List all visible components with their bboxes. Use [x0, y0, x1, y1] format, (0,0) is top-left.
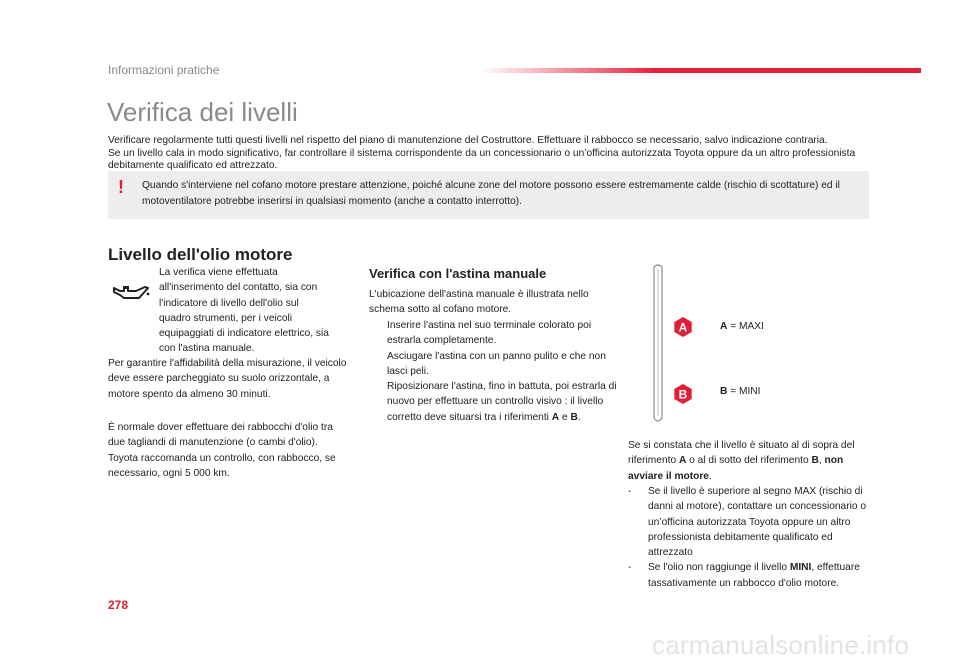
item-text: Se il livello è superiore al segno MAX (rischio di danni al motore), contattare un concessionario o un’officina autorizzata Toyota oppure un altro professionista debitamente qualificato ed attrezzato: [648, 486, 867, 559]
badge-a-icon: [673, 317, 693, 337]
badge-b-icon: [673, 384, 693, 404]
oil-level-heading: Livello dell'olio motore: [108, 245, 293, 264]
warning-text: Quando s'interviene nel cofano motore prestare attenzione, poiché alcune zone del motore possono essere estremamente calde (rischio di scottature) ed il motoventilatore potrebbe inserirsi in qualsiasi momento (anche a contatto interrotto).: [142, 180, 840, 207]
level-warning-text: Se si constata che il livello è situato al di sopra del riferimento A o al di sotto del riferimento B, non avviare il motore.: [628, 440, 855, 482]
oil-text-reliability: Per garantire l'affidabilità della misurazione, il veicolo deve essere parcheggiato su suolo orizzontale, a motore spento da almeno 30 minuti.: [108, 358, 347, 400]
section-header: Informazioni pratiche: [108, 63, 220, 77]
list-dash: -: [628, 486, 632, 497]
list-item: [628, 560, 868, 591]
level-actions-list: [628, 484, 868, 591]
watermark: carmanualsonline.info: [652, 630, 910, 660]
dipstick-shape: [645, 263, 671, 425]
step-text: Asciugare l'astina con un panno pulito e che non lasci peli.: [387, 350, 606, 377]
badge-a-letter: A: [678, 320, 688, 335]
list-item: [628, 484, 868, 560]
page-title: Verifica dei livelli: [107, 97, 298, 127]
list-item: [369, 379, 617, 425]
dipstick-heading: Verifica con l'astina manuale: [369, 266, 547, 281]
header-rule: [480, 68, 921, 73]
label-maxi: A = MAXI: [720, 321, 764, 332]
label-mini: B = MINI: [720, 386, 761, 397]
warning-box: [108, 171, 869, 219]
intro-line-2: Se un livello cala in modo significativo, far controllare il sistema corrispondente da un concessionario o un’officina autorizzata Toyota oppure da un altro professionista debitamente qualificato ed attrezzato.: [108, 147, 856, 171]
oil-text-check: La verifica viene effettuata all'inserimento del contatto, sia con l'indicatore di livello dell'olio sul quadro strumenti, per i veicoli equipaggiati di indicatore elettrico, sia con l'astina manuale.: [159, 267, 329, 355]
step-text: Riposizionare l'astina, fino in battuta, poi estrarla di nuovo per effettuare un controllo visivo : il livello corretto deve situarsi tra i riferimenti A e B.: [387, 381, 617, 423]
list-item: [369, 318, 617, 349]
oil-can-icon: [112, 283, 150, 301]
page-number: 278: [108, 598, 129, 612]
badge-b-letter: B: [678, 387, 688, 402]
list-dash: -: [628, 562, 632, 574]
intro-line-1: Verificare regolarmente tutti questi livelli nel rispetto del piano di manutenzione del Costruttore. Effettuare il rabbocco se necessario, salvo indicazione contraria.: [108, 135, 828, 146]
intro-paragraph: [108, 135, 868, 173]
step-text: Inserire l'astina nel suo terminale colorato poi estrarla completamente.: [387, 320, 592, 347]
dipstick-illustration: [645, 263, 688, 425]
dipstick-intro-text: L'ubicazione dell'astina manuale è illustrata nello schema sotto al cofano motore.: [369, 289, 589, 316]
oil-text-topup: È normale dover effettuare dei rabbocchi d'olio tra due tagliandi di manutenzione (o cambi d'olio). Toyota raccomanda un controllo, con rabbocco, se necessario, ogni 5 000 km.: [108, 422, 336, 479]
warning-exclamation-icon: !: [118, 177, 124, 197]
dipstick-steps: [369, 318, 617, 425]
list-item: [369, 349, 617, 380]
item-text: Se l'olio non raggiunge il livello MINI, effettuare tassativamente un rabbocco d'olio motore.: [648, 562, 860, 589]
